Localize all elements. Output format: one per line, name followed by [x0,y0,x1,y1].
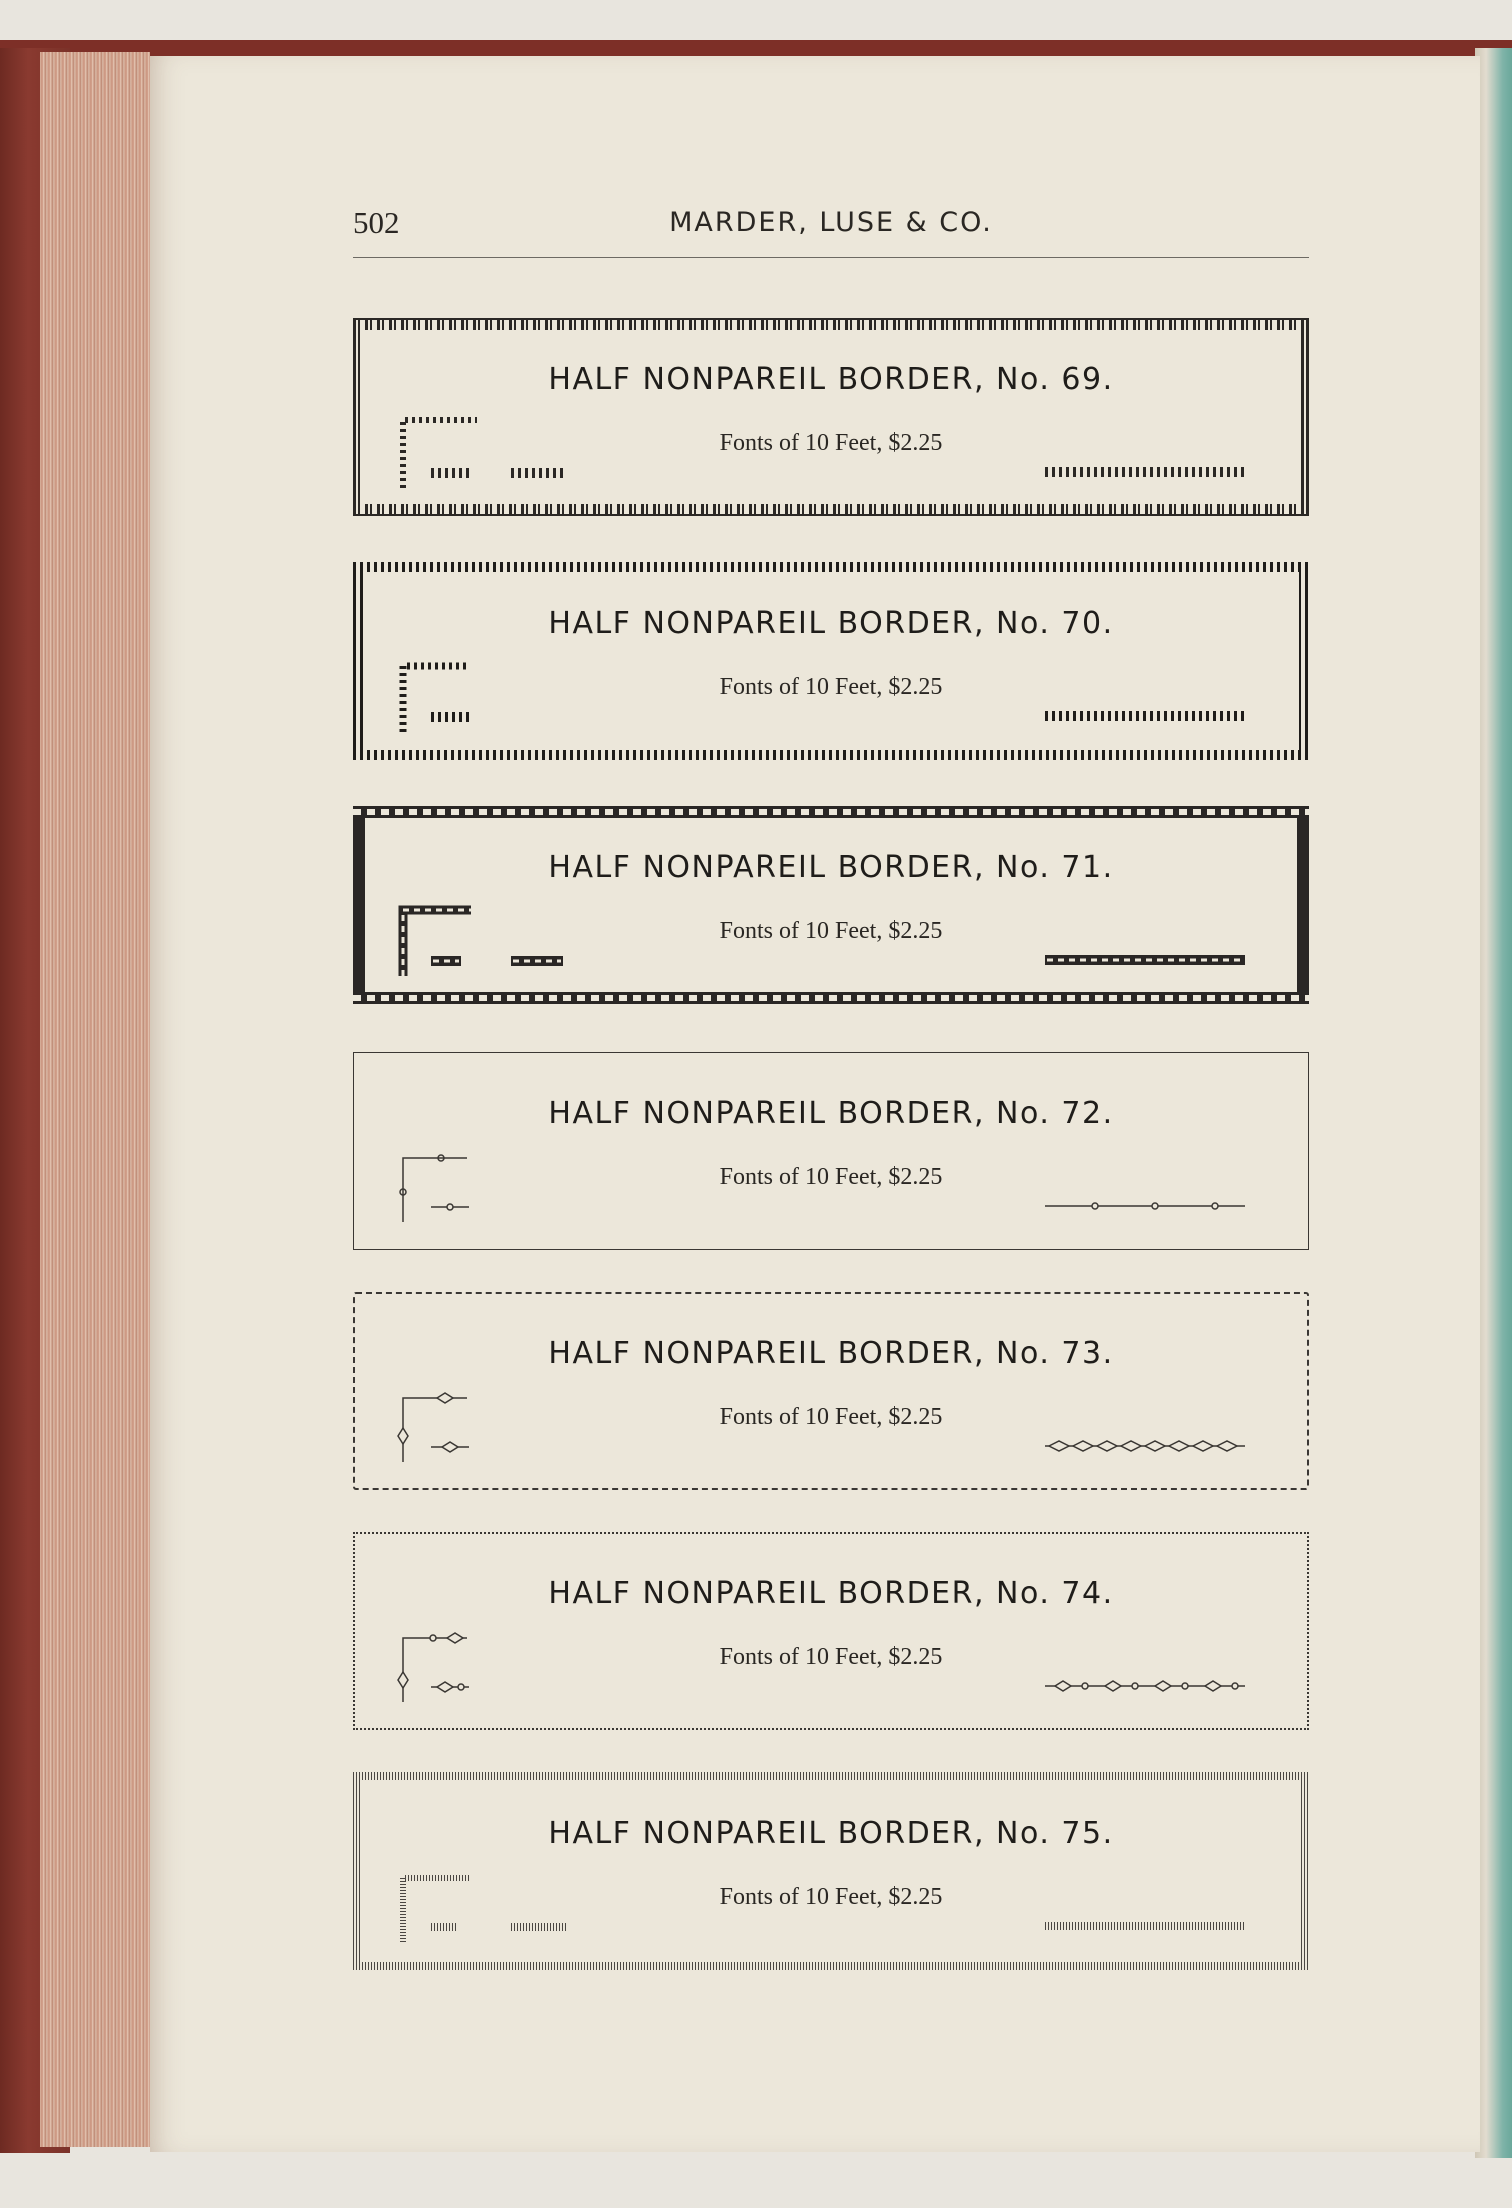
border-strip-sample [1045,1918,1245,1934]
border-frame [353,1292,1309,1490]
corner-piece-sample [397,1628,477,1706]
corner-piece-sample [397,658,477,736]
book-cover-right [1475,48,1512,2158]
border-strip-sample [1045,1438,1245,1454]
border-frame [353,1052,1309,1250]
corner-piece-sample [397,1388,477,1466]
border-frame [353,562,1309,760]
specimen-title: HALF NONPAREIL BORDER, No. 71. [548,850,1114,885]
page-header [353,205,1309,258]
corner-piece-sample [397,902,477,980]
running-head: MARDER, LUSE & CO. [669,207,993,238]
corner-piece-sample [397,1148,477,1226]
specimen-title: HALF NONPAREIL BORDER, No. 70. [548,606,1114,641]
border-strip-sample [1045,464,1245,480]
specimen-price: Fonts of 10 Feet, $2.25 [719,1164,943,1190]
specimen-title: HALF NONPAREIL BORDER, No. 69. [548,362,1114,397]
specimen-price: Fonts of 10 Feet, $2.25 [719,1644,943,1670]
specimen-price: Fonts of 10 Feet, $2.25 [719,918,943,944]
border-strip-sample [1045,1198,1245,1214]
page-number: 502 [353,205,400,240]
border-piece-sample [431,1920,469,1934]
border-piece-sample [431,1440,469,1454]
border-piece-sample [431,954,469,968]
specimen-price: Fonts of 10 Feet, $2.25 [719,1884,943,1910]
border-strip-sample [1045,708,1245,724]
border-frame [353,318,1309,516]
border-specimen-69 [353,318,1309,516]
border-specimen-70 [353,562,1309,760]
border-frame [353,1772,1309,1970]
specimen-title: HALF NONPAREIL BORDER, No. 74. [548,1576,1114,1611]
specimen-price: Fonts of 10 Feet, $2.25 [719,1404,943,1430]
border-frame [353,806,1309,1004]
corner-piece-sample [397,414,477,492]
border-piece-sample [431,1200,469,1214]
border-specimen-71 [353,806,1309,1004]
border-specimen-73 [353,1292,1309,1490]
border-specimen-74 [353,1532,1309,1730]
border-piece-sample [431,1680,469,1694]
border-piece-sample [511,1920,567,1934]
border-strip-sample [1045,952,1245,968]
corner-piece-sample [397,1868,477,1946]
specimen-price: Fonts of 10 Feet, $2.25 [719,430,943,456]
specimen-price: Fonts of 10 Feet, $2.25 [719,674,943,700]
border-strip-sample [1045,1678,1245,1694]
specimen-title: HALF NONPAREIL BORDER, No. 73. [548,1336,1114,1371]
border-piece-sample [511,466,567,480]
border-frame [353,1532,1309,1730]
specimen-title: HALF NONPAREIL BORDER, No. 72. [548,1096,1114,1131]
border-specimen-75 [353,1772,1309,1970]
border-specimen-72 [353,1052,1309,1250]
border-piece-sample [431,710,469,724]
specimen-title: HALF NONPAREIL BORDER, No. 75. [548,1816,1114,1851]
border-piece-sample [511,954,567,968]
page-edges [40,52,150,2147]
border-piece-sample [431,466,469,480]
